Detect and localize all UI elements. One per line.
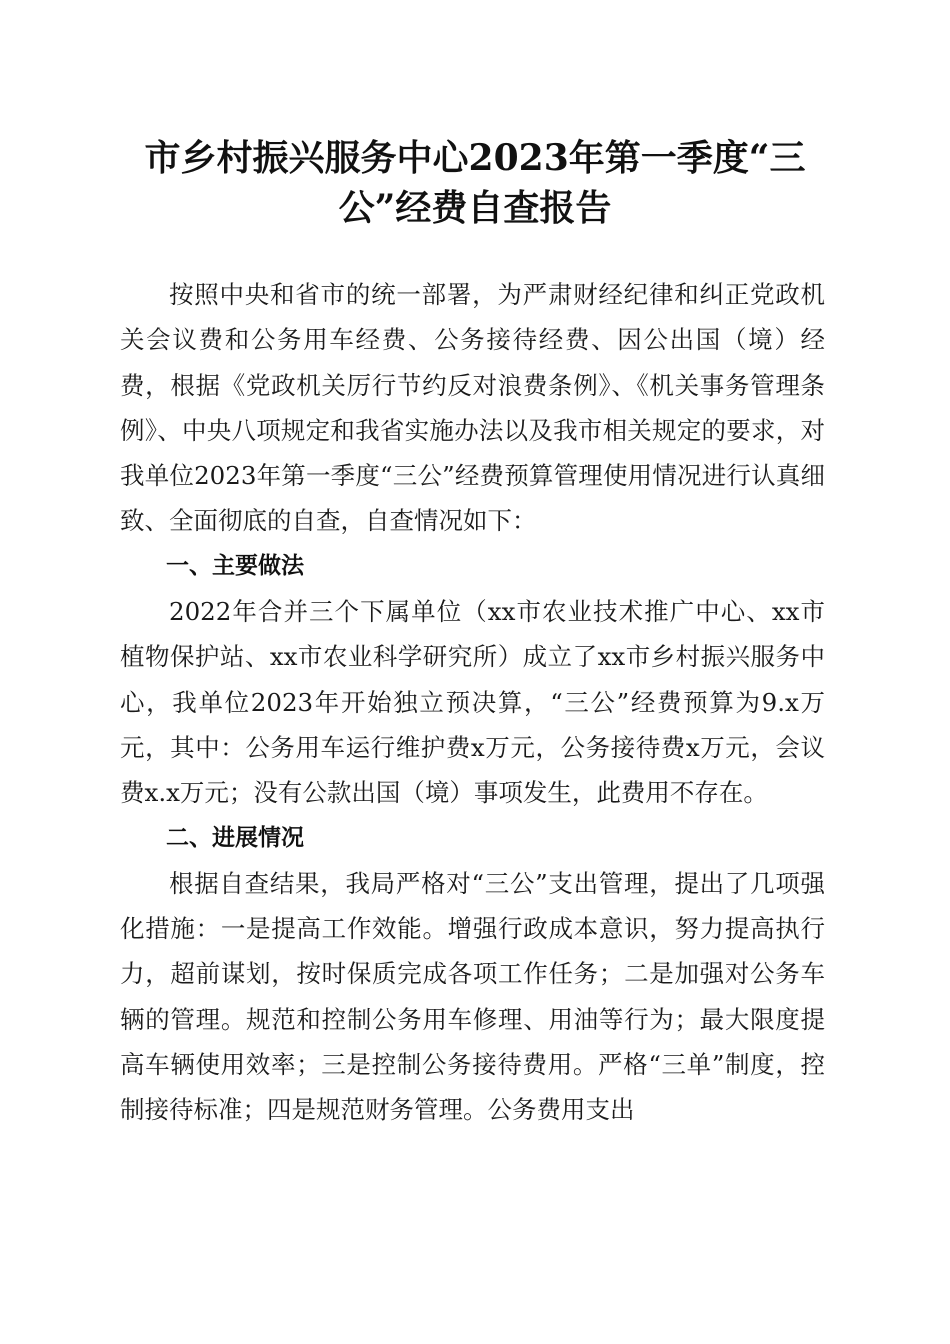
section-paragraph-main-practices: 2022年合并三个下属单位（xx市农业技术推广中心、xx市植物保护站、xx市农业科学研究所）成立了xx市乡村振兴服务中心，我单位2023年开始独立预决算，“三公”经费预算为9.x万元，其中：公务用车运行维护费x万元，公务接待费x万元，会议费x.x万元；没有公款出国（境）事项发生，此费用不存在。 bbox=[120, 597, 825, 808]
intro-paragraph: 按照中央和省市的统一部署，为严肃财经纪律和纠正党政机关会议费和公务用车经费、公务接待经费、因公出国（境）经费，根据《党政机关厉行节约反对浪费条例》、《机关事务管理条例》、中央八项规定和我省实施办法以及我市相关规定的要求，对我单位2023年第一季度“三公”经费预算管理使用情况进行认真细致、全面彻底的自查，自查情况如下： bbox=[120, 280, 825, 536]
section-heading-progress: 二、进展情况 bbox=[166, 824, 304, 851]
section-paragraph-progress: 根据自查结果，我局严格对“三公”支出管理，提出了几项强化措施：一是提高工作效能。增强行政成本意识，努力提高执行力，超前谋划，按时保质完成各项工作任务；二是加强对公务车辆的管理。规范和控制公务用车修理、用油等行为；最大限度提高车辆使用效率；三是控制公务接待费用。严格“三单”制度，控制接待标准；四是规范财务管理。公务费用支出 bbox=[120, 868, 825, 1125]
document-body bbox=[120, 272, 825, 1133]
section-heading-main-practices: 一、主要做法 bbox=[166, 552, 304, 579]
document-title: 市乡村振兴服务中心2023年第一季度“三公”经费自查报告 bbox=[144, 137, 806, 229]
